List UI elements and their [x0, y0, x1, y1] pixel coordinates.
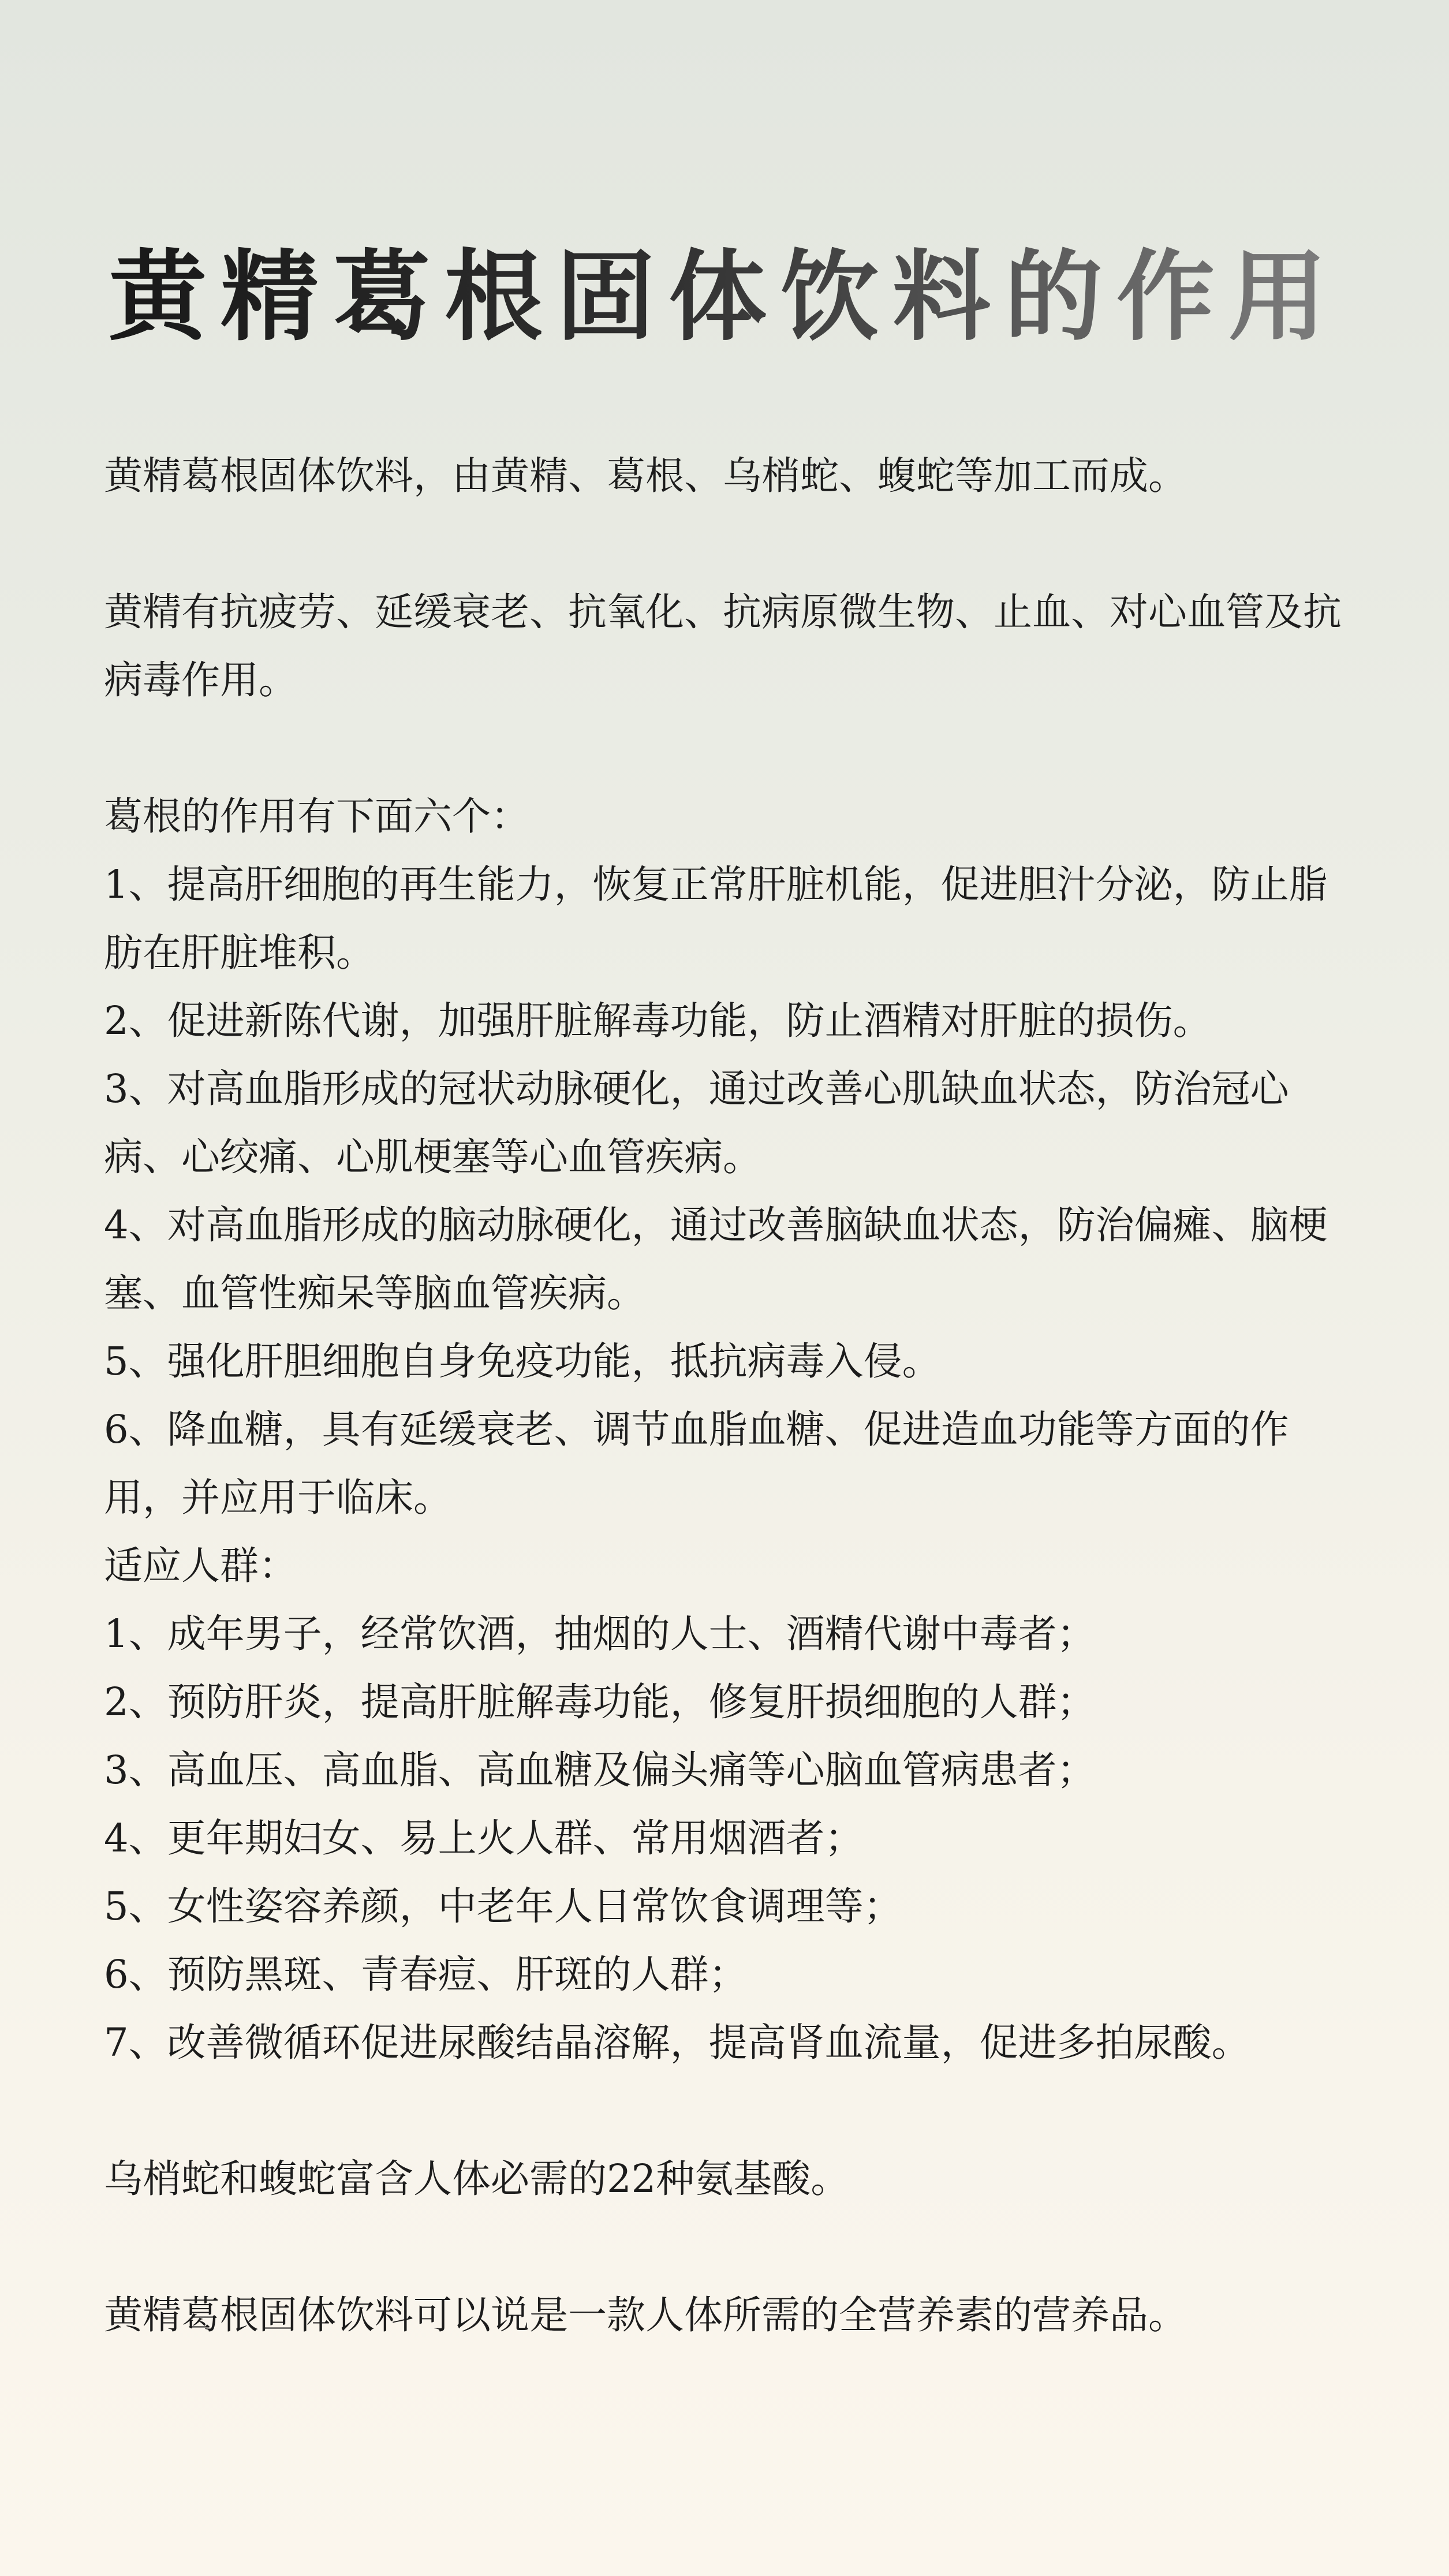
- huangjing-paragraph: 黄精有抗疲劳、延缓衰老、抗氧化、抗病原微生物、止血、对心血管及抗病毒作用。: [104, 589, 1342, 703]
- conclusion-paragraph: 黄精葛根固体饮料可以说是一款人体所需的全营养素的营养品。: [104, 2293, 1187, 2338]
- crowd-item: 6、预防黑斑、青春痘、肝斑的人群；: [104, 1952, 748, 1997]
- crowd-item: 4、更年期妇女、易上火人群、常用烟酒者；: [104, 1816, 864, 1861]
- gegen-item: 3、对高血脂形成的冠状动脉硬化，通过改善心肌缺血状态，防治冠心病、心绞痛、心肌梗塞等心血管疾病。: [104, 1066, 1289, 1179]
- crowd-item: 1、成年男子，经常饮酒，抽烟的人士、酒精代谢中毒者；: [104, 1611, 1096, 1656]
- crowd-item: 7、改善微循环促进尿酸结晶溶解，提高肾血流量，促进多拍尿酸。: [104, 2020, 1250, 2065]
- gegen-item: 1、提高肝细胞的再生能力，恢复正常肝脏机能，促进胆汁分泌，防止脂肪在肝脏堆积。: [104, 862, 1328, 975]
- snakes-paragraph: 乌梢蛇和蝮蛇富含人体必需的22种氨基酸。: [104, 2156, 850, 2201]
- gegen-item: 6、降血糖，具有延缓衰老、调节血脂血糖、促进造血功能等方面的作用，并应用于临床。: [104, 1407, 1289, 1520]
- paragraph-gap: [104, 714, 1345, 782]
- intro-paragraph: 黄精葛根固体饮料，由黄精、葛根、乌梢蛇、蝮蛇等加工而成。: [104, 453, 1187, 498]
- page-title: 黄精葛根固体饮料的作用: [0, 234, 1449, 361]
- crowd-heading: 适应人群：: [104, 1543, 297, 1588]
- crowd-item: 2、预防肝炎，提高肝脏解毒功能，修复肝损细胞的人群；: [104, 1679, 1096, 1724]
- article-body: [104, 442, 1345, 2349]
- gegen-item: 2、促进新陈代谢，加强肝脏解毒功能，防止酒精对肝脏的损伤。: [104, 998, 1212, 1043]
- paragraph-gap: [104, 2077, 1345, 2145]
- crowd-item: 3、高血压、高血脂、高血糖及偏头痛等心脑血管病患者；: [104, 1748, 1096, 1793]
- paragraph-gap: [104, 2213, 1345, 2281]
- gegen-heading: 葛根的作用有下面六个：: [104, 794, 529, 839]
- crowd-item: 5、女性姿容养颜，中老年人日常饮食调理等；: [104, 1884, 902, 1929]
- gegen-item: 5、强化肝胆细胞自身免疫功能，抵抗病毒入侵。: [104, 1339, 941, 1384]
- paragraph-gap: [104, 510, 1345, 578]
- gegen-item: 4、对高血脂形成的脑动脉硬化，通过改善脑缺血状态，防治偏瘫、脑梗塞、血管性痴呆等脑血管疾病。: [104, 1203, 1328, 1316]
